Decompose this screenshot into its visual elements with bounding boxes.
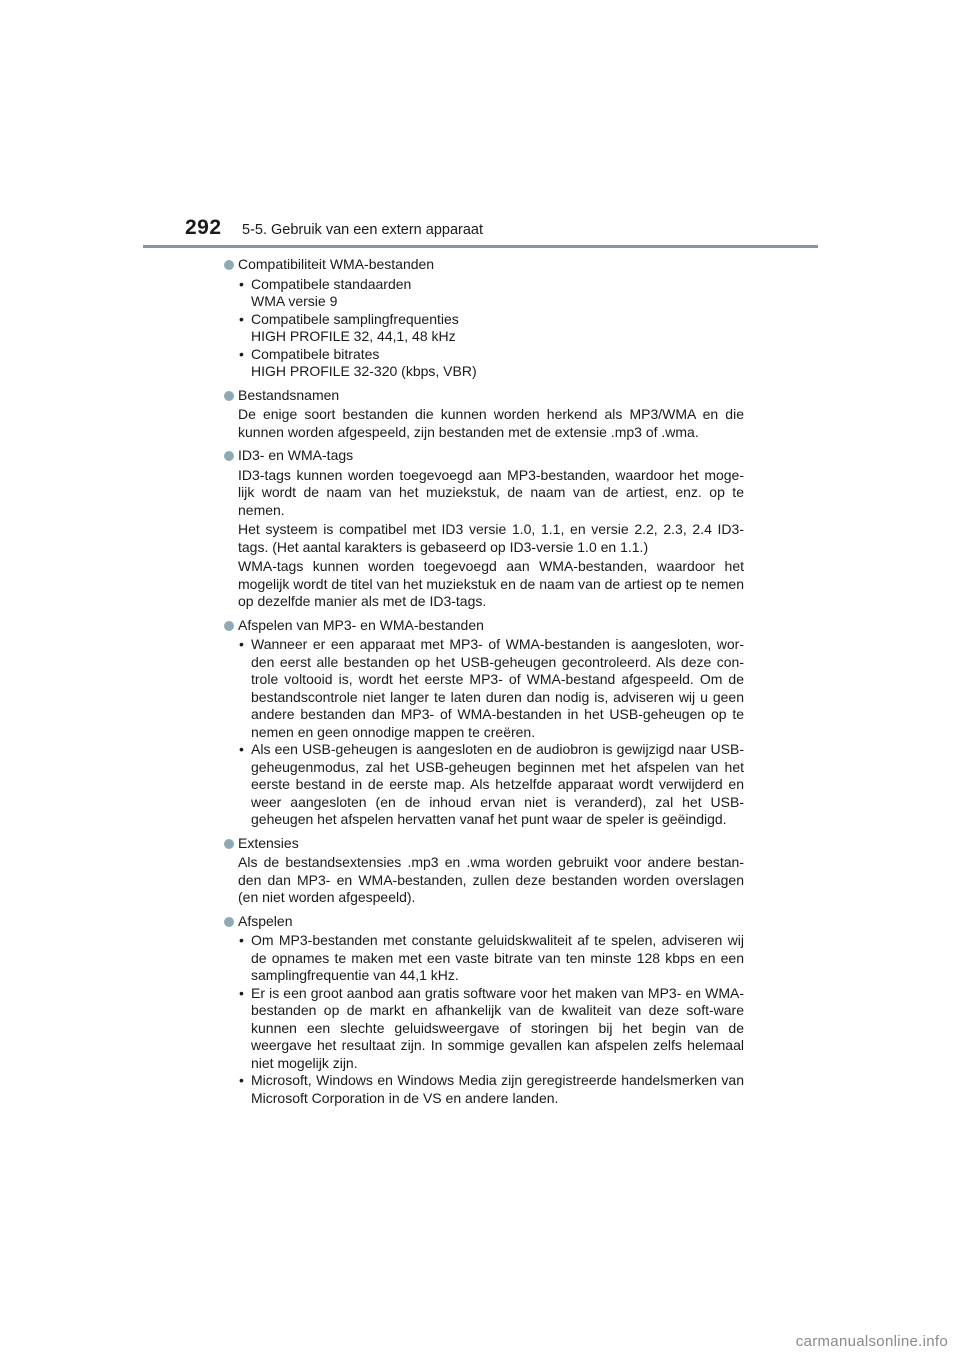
section-bullet-icon [224, 260, 234, 270]
section-playback-mp3-wma [224, 617, 744, 829]
section-heading: Compatibiliteit WMA-bestanden [238, 256, 435, 272]
list-item [238, 932, 744, 985]
paragraph: WMA-tags kunnen worden toegevoegd aan WMA-bestanden, waardoor het mogelijk wordt de titel van het muziekstuk en de naam van de artiest op te nemen op dezelfde manier als met de ID3-tags. [238, 558, 744, 609]
header-rule [143, 245, 818, 248]
list-item [238, 311, 744, 346]
list-item [238, 636, 744, 741]
section-heading: Bestandsnamen [238, 386, 340, 403]
section-playback [224, 913, 744, 1108]
item-label: Compatibele samplingfrequenties [251, 310, 459, 327]
list-item-text: Wanneer er een apparaat met MP3- of WMA-bestanden is aangesloten, wor-den eerst alle bestanden op het USB-geheugen gecontroleerd. Als deze con-trole voltooid is, wordt het eerste MP3- of WMA-bestand afgespeeld. Om de bestandscontrole niet langer te laten duren dan nodig is, adviseren wij u geen andere bestanden dan MP3- of WMA-bestanden in het USB-geheugen op te nemen en geen onnodige mappen te creëren. [251, 636, 744, 740]
paragraph: ID3-tags kunnen worden toegevoegd aan MP3-bestanden, waardoor het moge-lijk wordt de naam van het muziekstuk, de naam van de artiest, enz. op te nemen. [238, 466, 744, 518]
section-heading: Afspelen [238, 912, 293, 929]
bullet-list [238, 636, 744, 829]
list-item [238, 741, 744, 829]
bullet-list [238, 932, 744, 1107]
page-number: 292 [185, 216, 222, 239]
item-value: WMA versie 9 [251, 293, 338, 309]
list-item [238, 1072, 744, 1107]
bullet-icon: • [239, 636, 244, 652]
section-file-names [224, 387, 744, 442]
bullet-icon: • [239, 741, 244, 757]
list-item-text: Als een USB-geheugen is aangesloten en de audiobron is gewijzigd naar USB-geheugenmodus, zal het USB-geheugen beginnen met het afspelen van het eerste bestand in de eerste map. Als hetzelfde apparaat wordt verwijderd en weer aangesloten (en de inhoud ervan niet is veranderd), zal het USB-geheugen het afspelen hervatten vanaf het punt waar de speler is geëindigd. [251, 741, 744, 827]
page-content [224, 256, 744, 1107]
paragraph: Het systeem is compatibel met ID3 versie 1.0, 1.1, en versie 2.2, 2.3, 2.4 ID3-tags. (Het aantal karakters is gebaseerd op ID3-versie 1.0 en 1.1.) [238, 521, 744, 555]
section-id3-wma-tags [224, 447, 744, 611]
section-heading: ID3- en WMA-tags [238, 447, 354, 463]
paragraph: De enige soort bestanden die kunnen worden herkend als MP3/WMA en die kunnen worden afgespeeld, zijn bestanden met de extensie .mp3 of .wma. [238, 406, 744, 440]
running-head: 5-5. Gebruik van een extern apparaat [242, 222, 484, 238]
list-item-text: Microsoft, Windows en Windows Media zijn geregistreerde handelsmerken van Microsoft Corporation in de VS en andere landen. [251, 1072, 744, 1106]
spec-list [238, 276, 744, 381]
item-label: Compatibele standaarden [251, 275, 412, 292]
bullet-icon: • [239, 310, 244, 327]
section-wma-compatibility [224, 256, 744, 381]
section-bullet-icon [224, 621, 234, 631]
section-heading: Extensies [238, 834, 299, 851]
list-item-text: Er is een groot aanbod aan gratis software voor het maken van MP3- en WMA-bestanden op de markt en afhankelijk van de kwaliteit van deze soft-ware kunnen een slechte geluidsweergave of storingen bij het begin van de weergave het resultaat zijn. In sommige gevallen kan afspelen zelfs helemaal niet mogelijk zijn. [251, 984, 744, 1071]
section-bullet-icon [224, 917, 234, 927]
item-label: Compatibele bitrates [251, 345, 380, 362]
list-item [238, 985, 744, 1073]
list-item [238, 276, 744, 311]
paragraph: Als de bestandsextensies .mp3 en .wma worden gebruikt voor andere bestan-den dan MP3- en WMA-bestanden, zullen deze bestanden worden overslagen (en niet worden afgespeeld). [238, 854, 744, 905]
bullet-icon: • [239, 984, 244, 1001]
section-bullet-icon [224, 839, 234, 849]
item-value: HIGH PROFILE 32-320 (kbps, VBR) [251, 363, 477, 379]
section-bullet-icon [224, 391, 234, 401]
section-extensions [224, 835, 744, 907]
section-heading: Afspelen van MP3- en WMA-bestanden [238, 616, 484, 633]
item-value: HIGH PROFILE 32, 44,1, 48 kHz [251, 328, 456, 344]
list-item [238, 346, 744, 381]
watermark[interactable]: carmanualsonline.info [795, 1333, 948, 1350]
bullet-icon: • [239, 275, 244, 292]
bullet-icon: • [239, 932, 244, 948]
bullet-icon: • [239, 1072, 244, 1088]
bullet-icon: • [239, 345, 244, 362]
section-bullet-icon [224, 451, 234, 461]
list-item-text: Om MP3-bestanden met constante geluidskwaliteit af te spelen, adviseren wij de opnames te maken met een vaste bitrate van ten minste 128 kbps en een samplingfrequentie van 44,1 kHz. [251, 932, 744, 983]
